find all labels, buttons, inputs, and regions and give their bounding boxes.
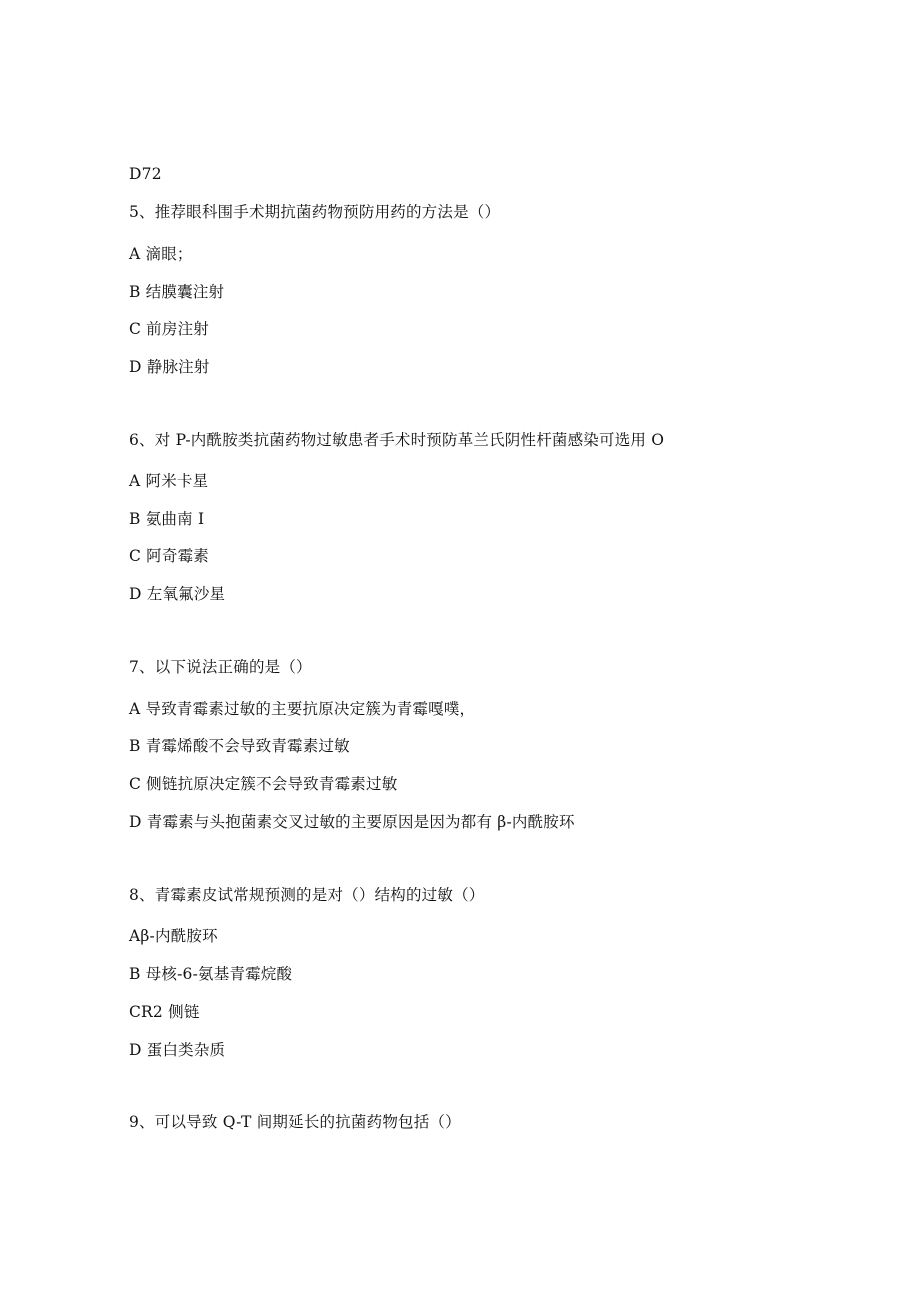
q7-option-c: C 侧链抗原决定簇不会导致青霉素过敏 [129,775,398,793]
q6-option-d: D 左氧氟沙星 [129,585,226,603]
question-5: 5、推荐眼科围手术期抗菌药物预防用药的方法是（） [129,203,501,221]
q7-option-a: A 导致青霉素过敏的主要抗原决定簇为青霉嘎噗， [129,700,476,718]
q7-option-d: D 青霉素与头抱菌素交叉过敏的主要原因是因为都有 β-内酰胺环 [129,813,575,831]
q8-option-b: B 母核-6-氨基青霉烷酸 [129,965,293,983]
question-7: 7、以下说法正确的是（） [129,658,312,676]
q6-option-a: A 阿米卡星 [129,472,209,490]
q8-option-a: Aβ-内酰胺环 [129,927,218,945]
q7-option-b: B 青霉烯酸不会导致青霉素过敏 [129,737,350,755]
q5-option-b: B 结膜囊注射 [129,283,225,301]
q8-option-d: D 蛋白类杂质 [129,1041,226,1059]
question-9: 9、可以导致 Q-T 间期延长的抗菌药物包括（） [129,1113,461,1131]
q8-option-c: CR2 侧链 [129,1003,200,1021]
question-8: 8、青霉素皮试常规预测的是对（）结构的过敏（） [129,886,485,904]
q5-option-a: A 滴眼； [129,245,193,263]
q6-option-b: B 氨曲南 I [129,510,205,528]
q5-option-c: C 前房注射 [129,320,209,338]
q6-option-c: C 阿奇霉素 [129,547,209,565]
question-6: 6、对 P-内酰胺类抗菌药物过敏患者手术时预防革兰氏阴性杆菌感染可选用 O [129,431,665,449]
q5-option-d: D 静脉注射 [129,358,210,376]
option-d-prev: D72 [129,165,162,183]
